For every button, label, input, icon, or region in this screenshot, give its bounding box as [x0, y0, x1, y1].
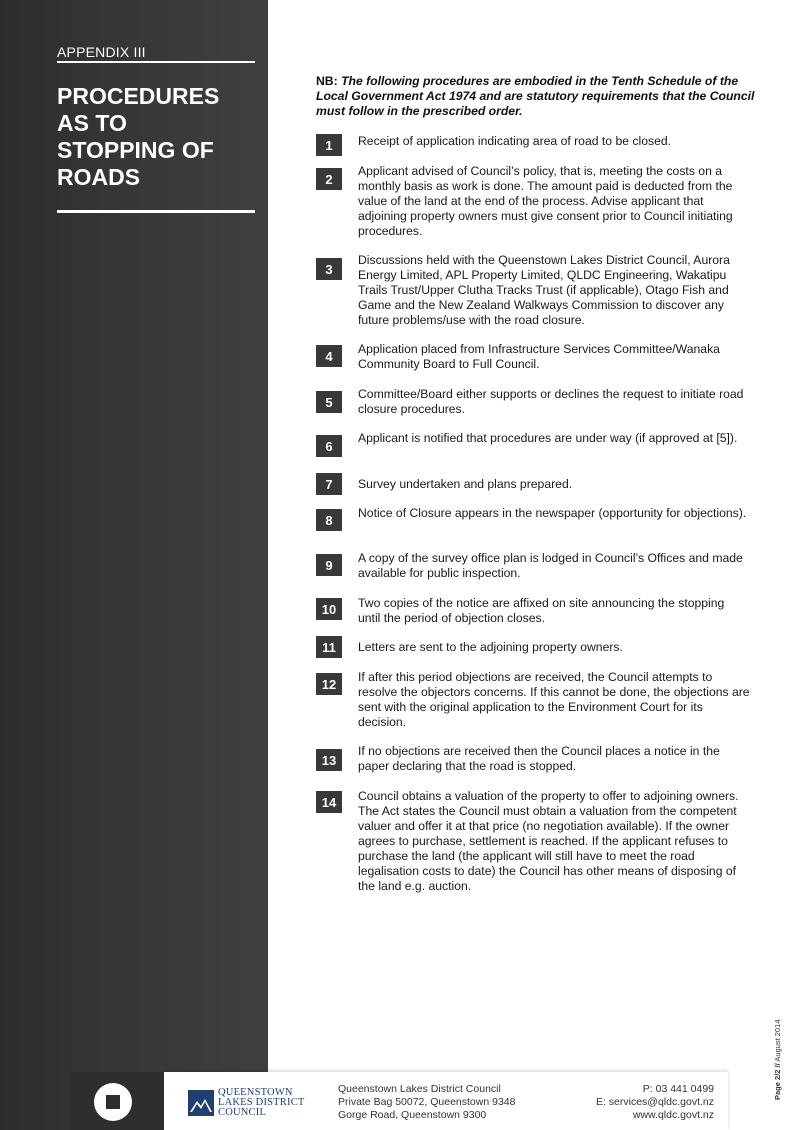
- step-number: 13: [316, 749, 342, 771]
- step-number: 3: [316, 258, 342, 280]
- phone: P: 03 441 0499: [642, 1083, 714, 1095]
- page-date: August 2014: [773, 1019, 782, 1062]
- step-text: Notice of Closure appears in the newspaper (opportunity for objections).: [358, 506, 747, 520]
- step-text: If no objections are received then the Council places a notice in the paper declaring that the road is stopped.: [358, 744, 720, 773]
- step-text: Letters are sent to the adjoining property owners.: [358, 640, 623, 654]
- step-text: Committee/Board either supports or declines the request to initiate road closure procedures.: [358, 387, 744, 416]
- footer-address: [338, 1083, 515, 1122]
- step-text: Application placed from Infrastructure Services Committee/Wanaka Community Board to Full Council.: [358, 342, 720, 371]
- step-number: 12: [316, 673, 342, 695]
- council-logo: [188, 1088, 308, 1122]
- step-number: 11: [316, 636, 342, 658]
- title-line: ROADS: [57, 164, 141, 190]
- appendix-label: APPENDIX III: [57, 44, 255, 63]
- page-separator: //: [773, 1063, 782, 1068]
- step-text: Discussions held with the Queenstown Lakes District Council, Aurora Energy Limited, APL Property Limited, QLDC Engineering, Wakatipu Trails Trust/Upper Clutha Tracks Trust (if applicable), Otago Fish and Game and the New Zealand Walkways Commission to discover any future problems/use with the road closure.: [358, 253, 730, 327]
- footer: [164, 1072, 728, 1130]
- website-link[interactable]: www.qldc.govt.nz: [632, 1109, 714, 1121]
- step-number: 10: [316, 598, 342, 620]
- step-number: 8: [316, 509, 342, 531]
- step-number: 1: [316, 134, 342, 156]
- step-number: 6: [316, 435, 342, 457]
- title-line: AS TO: [57, 110, 127, 136]
- email-link[interactable]: E: services@qldc.govt.nz: [595, 1096, 714, 1108]
- step-number: 9: [316, 554, 342, 576]
- step-text: Receipt of application indicating area of road to be closed.: [358, 134, 672, 148]
- stop-icon: [94, 1083, 132, 1121]
- address-line: Queenstown Lakes District Council: [338, 1083, 501, 1095]
- step-text: Applicant is notified that procedures are under way (if approved at [5]).: [358, 431, 738, 445]
- step-number: 14: [316, 791, 342, 813]
- footer-contact: [596, 1083, 714, 1122]
- footer-icon-block: [70, 1072, 164, 1130]
- logo-line: COUNCIL: [218, 1107, 267, 1118]
- step-text: Applicant advised of Council’s policy, that is, meeting the costs on a monthly basis as work is done. The amount paid is deducted from the value of the land at the end of the process. Advise applicant that adjoining property owners must give consent prior to Council initiating procedures.: [358, 164, 733, 238]
- address-line: Gorge Road, Queenstown 9300: [338, 1109, 487, 1121]
- divider: [57, 210, 255, 213]
- step-text: If after this period objections are received, the Council attempts to resolve the objectors concerns. If this cannot be done, the objections are sent with the original application to the Environment Court for its decision.: [358, 670, 750, 729]
- logo-text: [218, 1088, 305, 1118]
- title-line: STOPPING OF: [57, 137, 214, 163]
- sidebar: [0, 0, 268, 1130]
- step-text: Council obtains a valuation of the property to offer to adjoining owners. The Act states the Council must obtain a valuation from the competent valuer and offer it at that price (no negotiation available). If the owner agrees to purchase, settlement is reached. If the applicant refuses to purchase the land (the applicant will still have to meet the road legalisation costs to date) the Council has other means of disposing of the land e.g. auction.: [358, 789, 739, 893]
- page-number: Page 2/2: [773, 1069, 782, 1100]
- step-text: Survey undertaken and plans prepared.: [358, 477, 573, 491]
- logo-line: QUEENSTOWN: [218, 1087, 293, 1098]
- step-text: Two copies of the notice are affixed on site announcing the stopping until the period of objection closes.: [358, 596, 725, 625]
- logo-line: LAKES DISTRICT: [218, 1097, 305, 1108]
- step-number: 4: [316, 345, 342, 367]
- nb-label: NB:: [316, 74, 338, 88]
- nb-text: The following procedures are embodied in the Tenth Schedule of the Local Government Act 1974 and are statutory requirements that the Council must follow in the prescribed order.: [316, 74, 755, 118]
- step-number: 2: [316, 168, 342, 190]
- page-info: [773, 1020, 782, 1101]
- step-number: 7: [316, 473, 342, 495]
- address-line: Private Bag 50072, Queenstown 9348: [338, 1096, 516, 1108]
- page-title: [57, 83, 257, 191]
- mountain-logo-icon: [188, 1090, 214, 1116]
- nb-note: [316, 74, 756, 119]
- title-line: PROCEDURES: [57, 83, 220, 109]
- step-number: 5: [316, 391, 342, 413]
- step-text: A copy of the survey office plan is lodged in Council’s Offices and made available for public inspection.: [358, 551, 743, 580]
